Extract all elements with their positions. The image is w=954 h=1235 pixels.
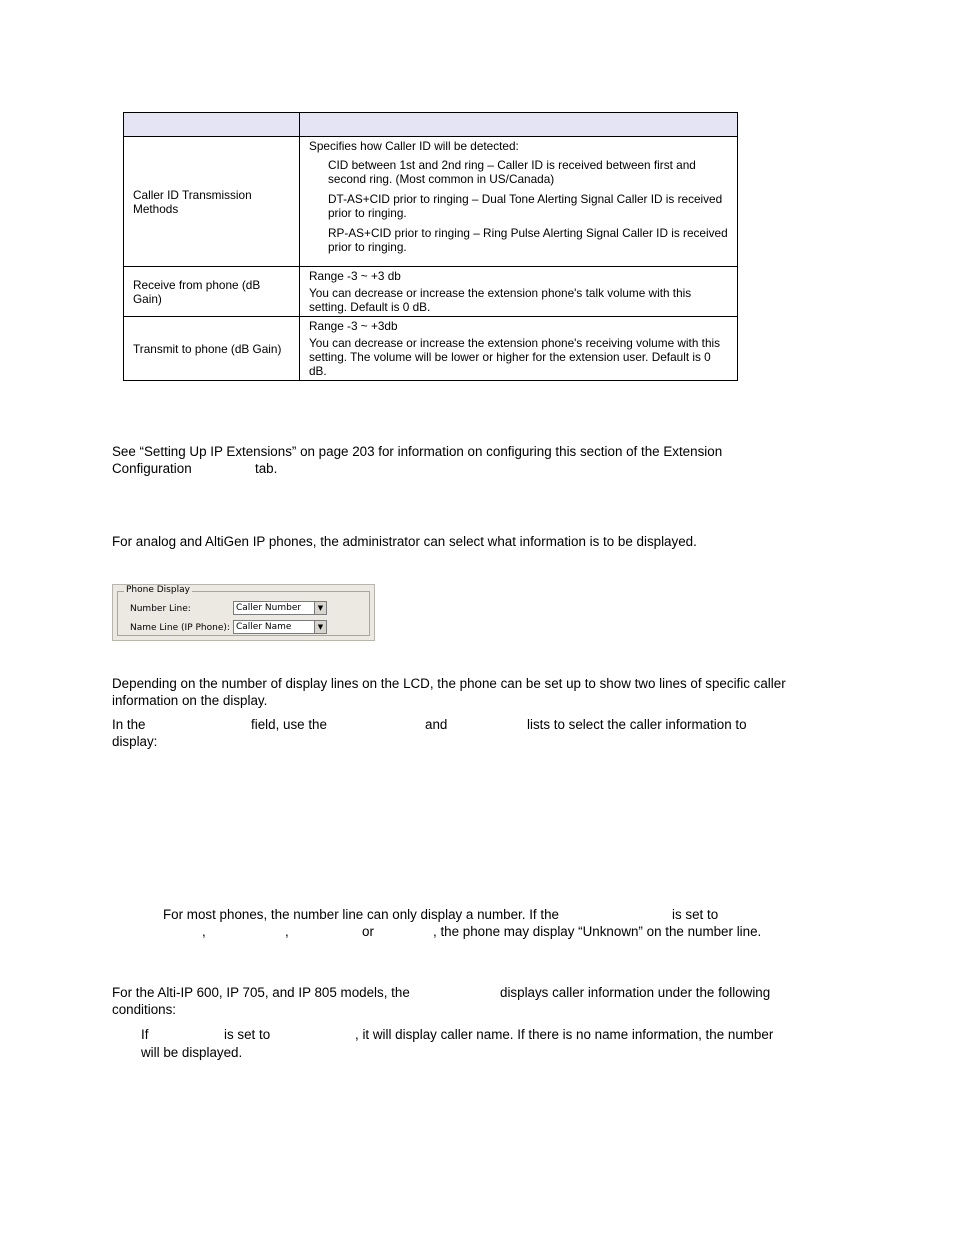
bullet-text: is set to	[224, 1027, 271, 1042]
note-text: For most phones, the number line can only display a number. If the	[163, 907, 559, 922]
field-cell: Receive from phone (dB Gain)	[124, 267, 300, 317]
desc-text: You can decrease or increase the extension phone's receiving volume with this setting. The volume will be lower or higher for the extension user. Default is 0 dB.	[309, 336, 721, 378]
name-line-select[interactable]	[233, 620, 327, 634]
field-cell: Transmit to phone (dB Gain)	[124, 317, 300, 381]
header-cell-description	[300, 113, 738, 137]
range-text: Range -3 ~ +3db	[309, 319, 398, 333]
groupbox-title: Phone Display	[126, 585, 190, 595]
desc-text: You can decrease or increase the extension phone's talk volume with this setting. Default is 0 dB.	[309, 286, 692, 314]
name-line-label: Name Line (IP Phone):	[130, 623, 230, 633]
chevron-down-icon[interactable]: ▼	[314, 621, 326, 633]
ip-extension-paragraph: See “Setting Up IP Extensions” on page 203 for information on configuring this section of the Extension	[112, 444, 723, 459]
bullet-text: , it will display caller name. If there is no name information, the number	[355, 1027, 774, 1042]
depending-paragraph: Depending on the number of display lines on the LCD, the phone can be set up to show two lines of specific caller information on the display.	[112, 676, 786, 708]
ip-extension-paragraph-word: tab.	[255, 461, 278, 476]
note-text: or	[362, 924, 374, 939]
table-header-row	[124, 113, 738, 137]
table-row	[124, 267, 738, 317]
note-text: ,	[285, 924, 289, 939]
option-text: RP-AS+CID prior to ringing – Ring Pulse Alerting Signal Caller ID is received prior to ringing.	[328, 226, 728, 254]
analog-paragraph: For analog and AltiGen IP phones, the administrator can select what information is to be displayed.	[112, 534, 697, 549]
ip-extension-paragraph-word: Configuration	[112, 461, 192, 476]
range-text: Range -3 ~ +3 db	[309, 269, 401, 283]
number-line-label: Number Line:	[130, 604, 191, 614]
description-cell	[300, 267, 738, 317]
table-row	[124, 137, 738, 267]
alti-text: displays caller information under the following	[500, 985, 771, 1000]
description-cell	[300, 137, 738, 267]
in-the-text: and	[425, 717, 448, 732]
header-cell-field	[124, 113, 300, 137]
alti-text: For the Alti-IP 600, IP 705, and IP 805 models, the	[112, 985, 410, 1000]
option-text: DT-AS+CID prior to ringing – Dual Tone Alerting Signal Caller ID is received prior to ringing.	[328, 192, 723, 220]
bullet-text: will be displayed.	[141, 1045, 243, 1060]
in-the-text: field, use the	[251, 717, 327, 732]
name-line-value: Caller Name	[236, 622, 292, 632]
description-cell	[300, 317, 738, 381]
note-text: is set to	[672, 907, 719, 922]
in-the-text: lists to select the caller information to	[527, 717, 747, 732]
settings-table	[123, 112, 738, 381]
cell-intro: Specifies how Caller ID will be detected:	[309, 139, 519, 153]
phone-display-dialog	[112, 584, 375, 641]
in-the-text: In the	[112, 717, 146, 732]
table-row	[124, 317, 738, 381]
field-cell: Caller ID Transmission Methods	[124, 137, 300, 267]
bullet-text: If	[141, 1027, 149, 1042]
chevron-down-icon[interactable]: ▼	[314, 602, 326, 614]
note-text: ,	[202, 924, 206, 939]
option-text: CID between 1st and 2nd ring – Caller ID is received between first and second ring. (Most common in US/Canada)	[328, 158, 696, 186]
note-text: , the phone may display “Unknown” on the number line.	[433, 924, 762, 939]
number-line-value: Caller Number	[236, 603, 302, 613]
alti-text: conditions:	[112, 1002, 177, 1017]
in-the-text: display:	[112, 734, 158, 749]
number-line-select[interactable]	[233, 601, 327, 615]
